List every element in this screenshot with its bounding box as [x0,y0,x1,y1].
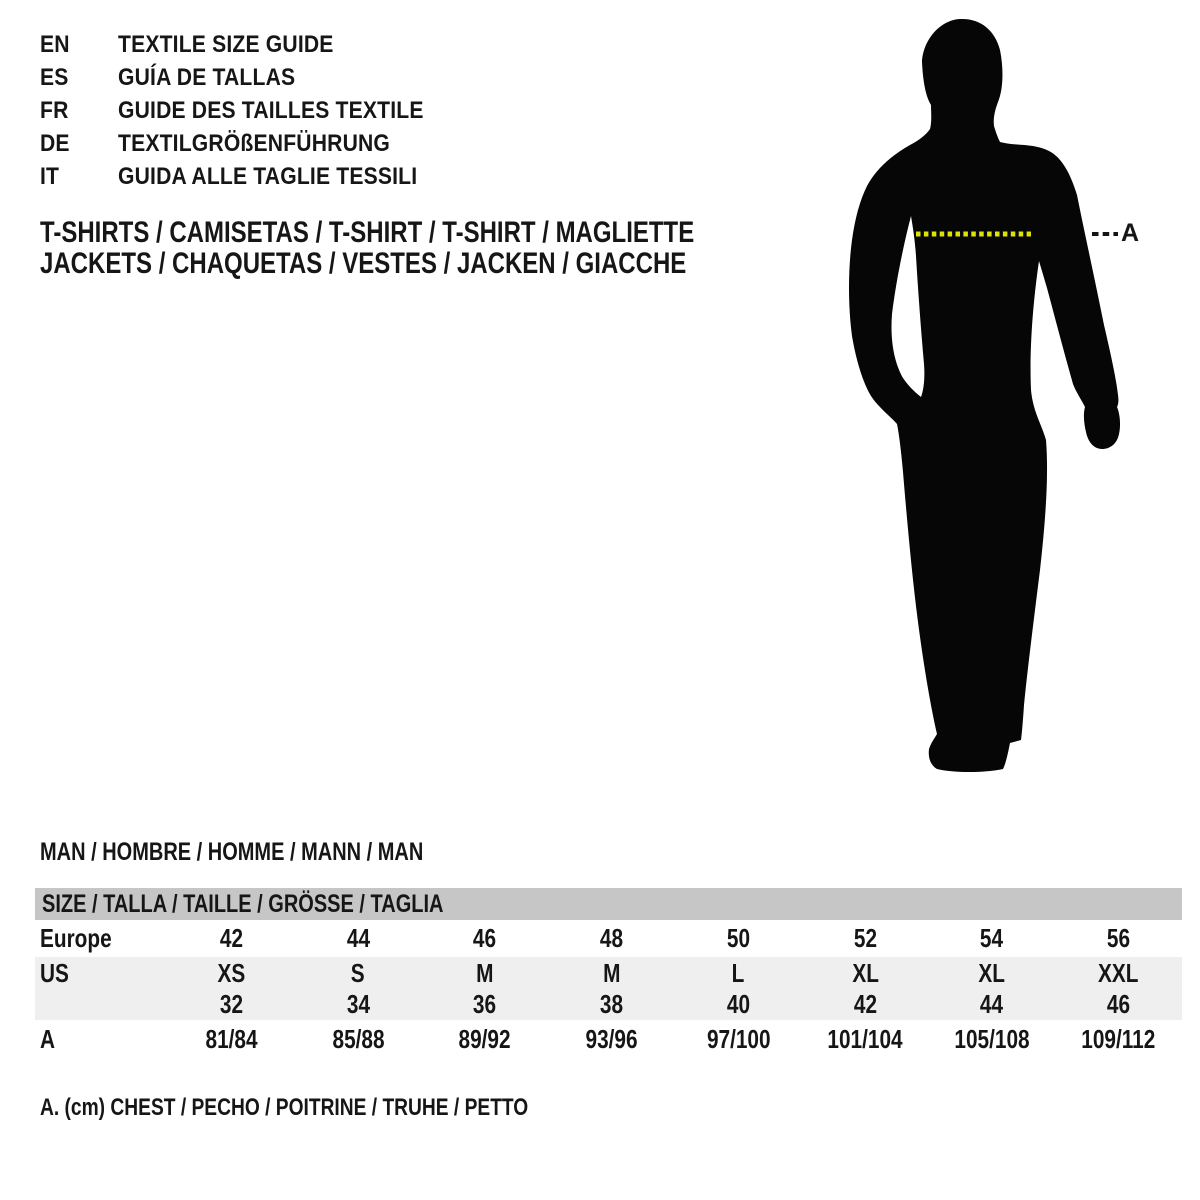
language-row [40,61,465,94]
table-cell: 40 [726,989,750,1019]
table-cell: L [732,957,745,988]
row-label: Europe [40,923,112,953]
table-cell: 52 [853,923,877,953]
language-row [40,160,465,193]
row-label: A [40,1023,56,1054]
table-cell: XXL [1098,957,1139,988]
table-cell: M [476,957,494,988]
row-label: US [40,957,69,988]
table-cell: 93/96 [585,1023,638,1054]
table-cell: 36 [473,989,497,1019]
table-cell: XL [978,957,1006,988]
table-cell: 32 [219,989,243,1019]
language-code: DE [40,130,70,157]
table-cell: 81/84 [205,1023,258,1054]
row-label [35,989,168,1020]
category-line-tshirts: T-SHIRTS / CAMISETAS / T-SHIRT / T-SHIRT / MAGLIETTE [40,216,695,249]
table-cell: 48 [600,923,624,953]
table-cell: 101/104 [827,1023,903,1054]
language-title: TEXTILGRÖßENFÜHRUNG [118,130,391,157]
man-silhouette-icon [815,10,1145,800]
table-cell: S [351,957,366,988]
language-code: EN [40,31,70,58]
section-title-man: MAN / HOMBRE / HOMME / MANN / MAN [40,838,424,866]
table-cell: 56 [1107,923,1131,953]
man-silhouette-shape [849,19,1120,772]
table-cell: 109/112 [1081,1023,1156,1054]
table-cell: XL [851,957,879,988]
size-table [35,888,1182,1058]
table-cell: 46 [1107,989,1131,1019]
category-line-jackets: JACKETS / CHAQUETAS / VESTES / JACKEN / GIACCHE [40,247,687,280]
language-code: ES [40,64,69,91]
table-cell: 34 [346,989,370,1019]
language-title: GUÍA DE TALLAS [118,64,296,91]
table-cell: 54 [980,923,1004,953]
language-row [40,127,465,160]
table-row-numeric [35,989,1182,1020]
table-cell: 38 [600,989,624,1019]
table-cell: 50 [726,923,750,953]
table-cell: 85/88 [332,1023,385,1054]
footnote-chest-legend: A. (cm) CHEST / PECHO / POITRINE / TRUHE / PETTO [40,1094,529,1121]
table-cell: 44 [346,923,370,953]
table-cell: 97/100 [706,1023,771,1054]
language-row [40,94,465,127]
table-cell: 89/92 [458,1023,511,1054]
language-list [40,28,465,193]
language-title: GUIDE DES TAILLES TEXTILE [118,97,424,124]
table-row-europe [35,920,1182,957]
table-cell: 42 [219,923,243,953]
striped-row-group [35,957,1182,1020]
language-title: TEXTILE SIZE GUIDE [118,31,334,58]
category-titles [40,217,858,279]
size-table-header: SIZE / TALLA / TAILLE / GRÖSSE / TAGLIA [35,888,1182,920]
table-cell: 46 [473,923,497,953]
language-code: IT [40,163,60,190]
table-cell: 42 [853,989,877,1019]
language-row [40,28,465,61]
language-code: FR [40,97,69,124]
table-row-chest [35,1020,1182,1058]
language-title: GUIDA ALLE TAGLIE TESSILI [118,163,418,190]
table-cell: M [602,957,621,988]
measure-label-a: A [1121,219,1140,247]
table-cell: 44 [980,989,1004,1019]
table-cell: XS [217,957,246,988]
table-cell: 105/108 [954,1023,1030,1054]
table-row-us [35,957,1182,989]
